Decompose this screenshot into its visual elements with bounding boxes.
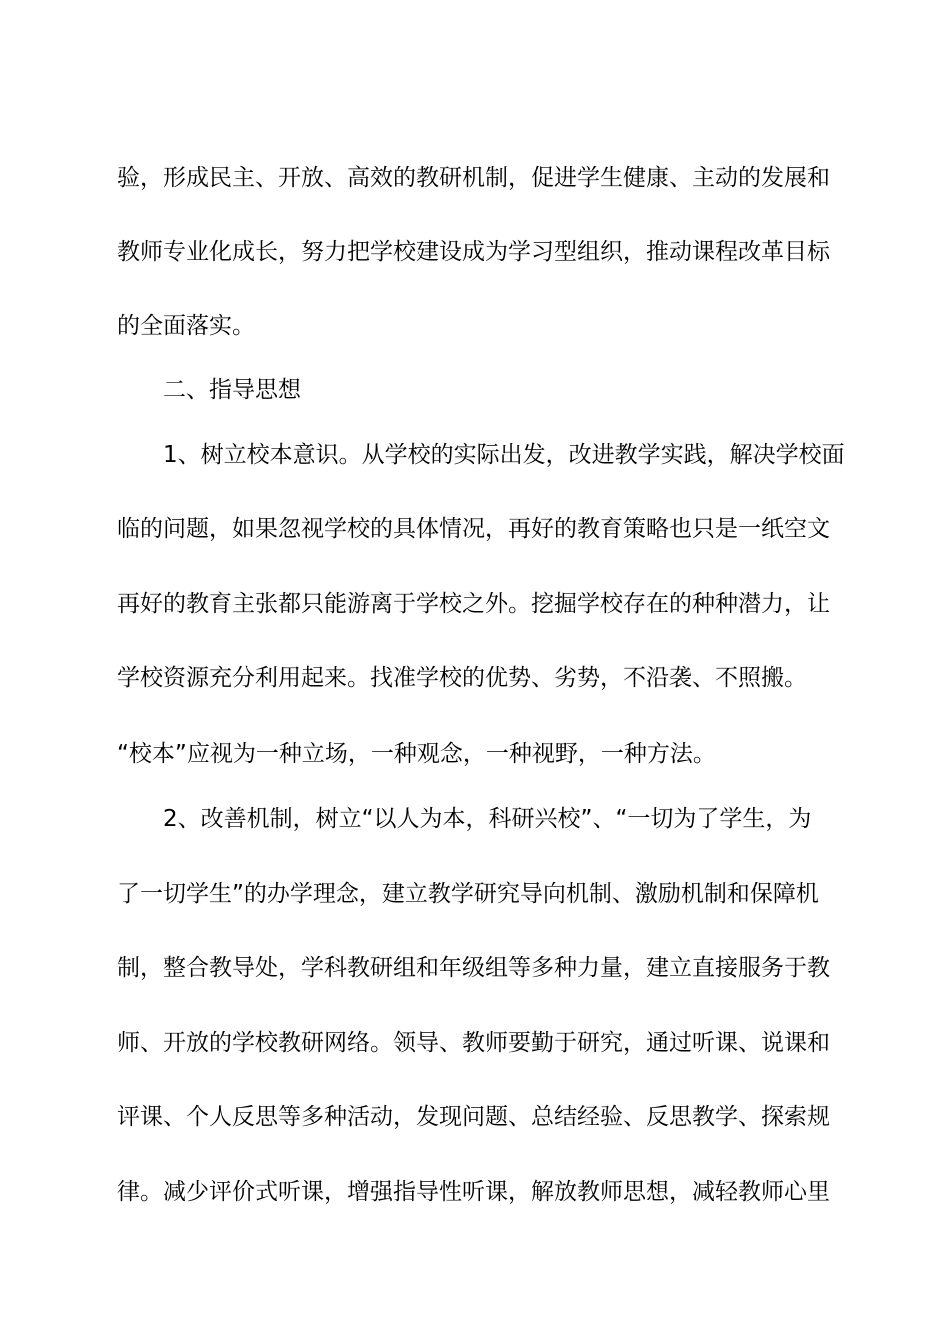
section-heading: 二、指导思想	[163, 377, 301, 403]
body-text-line: 2、改善机制，树立“以人为本，科研兴校”、“一切为了学生，为	[163, 806, 812, 832]
body-text-line: “校本”应视为一种立场，一种观念，一种视野，一种方法。	[117, 741, 716, 767]
body-text-line: 的全面落实。	[117, 313, 255, 339]
body-text-line: 教师专业化成长，努力把学校建设成为学习型组织，推动课程改革目标	[117, 239, 830, 265]
body-text-line: 验，形成民主、开放、高效的教研机制，促进学生健康、主动的发展和	[117, 165, 830, 191]
body-text-line: 师、开放的学校教研网络。领导、教师要勤于研究，通过听课、说课和	[117, 1030, 830, 1056]
body-text-line: 了一切学生”的办学理念，建立教学研究导向机制、激励机制和保障机	[117, 881, 819, 907]
body-text-line: 制，整合教导处，学科教研组和年级组等多种力量，建立直接服务于教	[117, 955, 830, 981]
body-text-line: 1、树立校本意识。从学校的实际出发，改进教学实践，解决学校面	[163, 442, 845, 468]
body-text-line: 学校资源充分利用起来。找准学校的优势、劣势，不沿袭、不照搬。	[117, 665, 807, 691]
body-text-line: 再好的教育主张都只能游离于学校之外。挖掘学校存在的种种潜力，让	[117, 591, 830, 617]
body-text-line: 评课、个人反思等多种活动，发现问题、总结经验、反思教学、探索规	[117, 1104, 830, 1130]
body-text-line: 律。减少评价式听课，增强指导性听课，解放教师思想，减轻教师心里	[117, 1179, 830, 1205]
body-text-line: 临的问题，如果忽视学校的具体情况，再好的教育策略也只是一纸空文	[117, 516, 830, 542]
